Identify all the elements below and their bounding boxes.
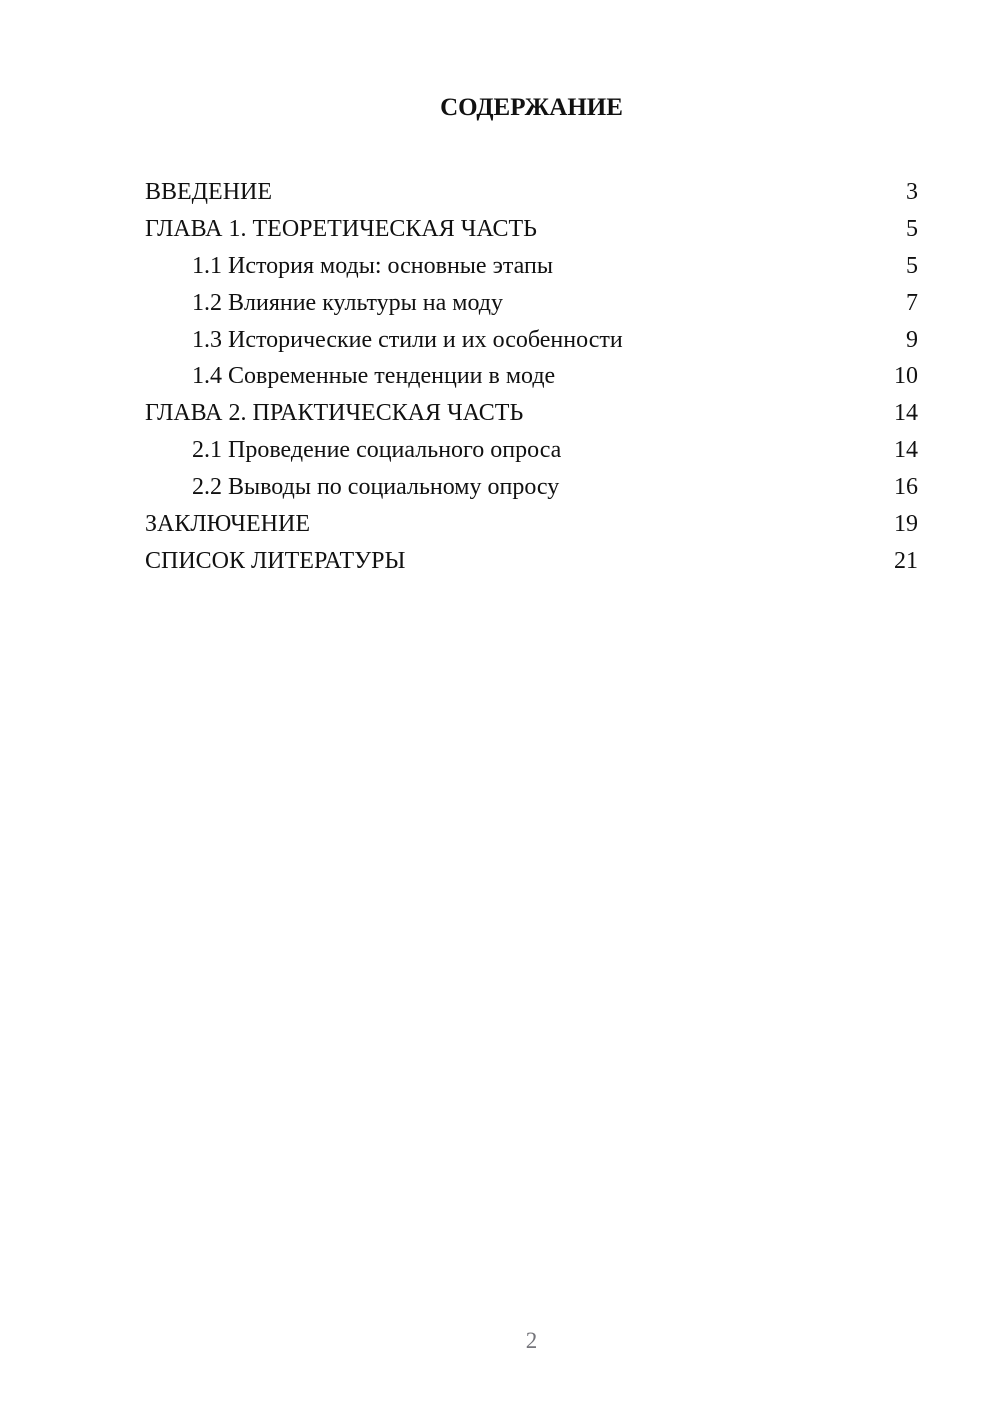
toc-entry-page: 14 (894, 400, 918, 427)
toc-entry-label: СПИСОК ЛИТЕРАТУРЫ (145, 547, 406, 574)
toc-entry-label: ЗАКЛЮЧЕНИЕ (145, 511, 310, 538)
page-number-footer: 2 (525, 1328, 538, 1353)
toc-entry-page: 9 (906, 326, 918, 353)
toc-entry-page: 19 (894, 511, 918, 538)
toc-entry-label: 1.1 История моды: основные этапы (192, 252, 553, 279)
toc-entry-label: ГЛАВА 1. ТЕОРЕТИЧЕСКАЯ ЧАСТЬ (145, 215, 537, 242)
toc-entry (145, 211, 918, 248)
toc-entry-page: 10 (894, 363, 918, 390)
toc-entry-label: 2.1 Проведение социального опроса (192, 437, 562, 464)
toc-entry-label: 1.3 Исторические стили и их особенности (192, 326, 623, 353)
toc-entry-page: 14 (894, 437, 918, 464)
toc-entry-page: 7 (906, 289, 918, 316)
toc-entry (145, 432, 918, 469)
toc-entry-page: 3 (906, 179, 918, 205)
toc-entry-page: 21 (894, 547, 918, 574)
toc-entry (145, 174, 918, 211)
toc-entry-page: 16 (894, 474, 918, 501)
toc-list (145, 174, 918, 580)
toc-entry-page: 5 (906, 252, 918, 279)
toc-entry-label: ВВЕДЕНИЕ (145, 179, 273, 205)
page-content (145, 94, 918, 580)
toc-entry-label: 2.2 Выводы по социальному опросу (192, 474, 560, 501)
toc-entry (145, 543, 918, 580)
toc-entry (145, 506, 918, 543)
toc-entry (145, 469, 918, 506)
toc-entry-label: 1.4 Современные тенденции в моде (192, 363, 556, 390)
toc-entry (145, 395, 918, 432)
toc-entry-label: 1.2 Влияние культуры на моду (192, 289, 503, 316)
toc-entry-label: ГЛАВА 2. ПРАКТИЧЕСКАЯ ЧАСТЬ (145, 400, 524, 427)
toc-entry (145, 358, 918, 395)
toc-entry-page: 5 (906, 215, 918, 242)
toc-entry (145, 322, 918, 359)
toc-title: СОДЕРЖАНИЕ (440, 94, 623, 121)
toc-entry (145, 285, 918, 322)
toc-entry (145, 248, 918, 285)
